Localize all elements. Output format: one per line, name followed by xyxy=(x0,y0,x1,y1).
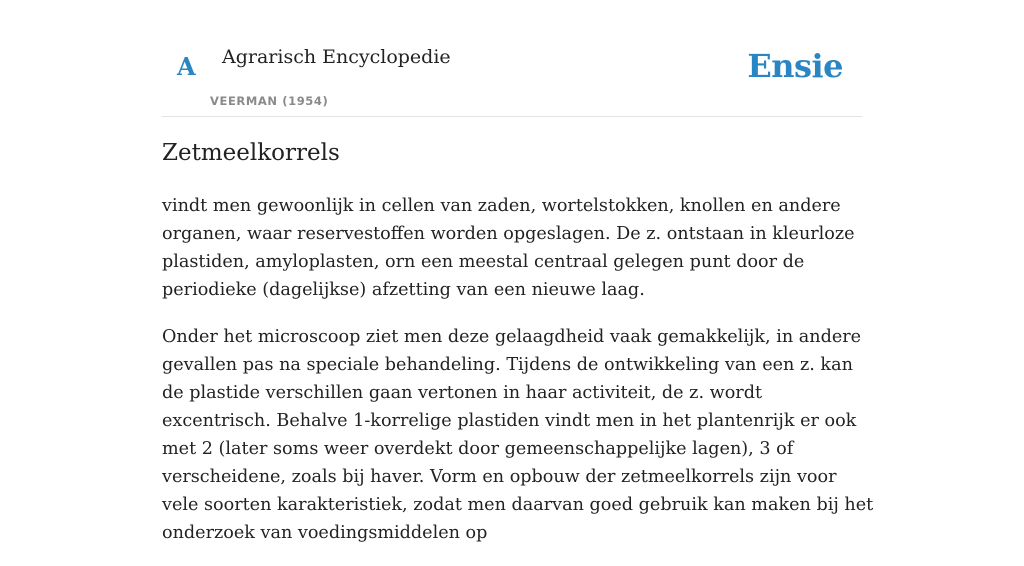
article-paragraph: vindt men gewoonlijk in cellen van zaden, wortelstokken, knollen en andere organen, waar reservestoffen worden opgeslagen. De z. ontstaan in kleurloze plastiden, amyloplasten, orn een meestal centraal gelegen punt door de periodieke (dagelijkse) afzetting van een nieuwe laag. xyxy=(162,196,855,300)
article-body xyxy=(162,192,874,566)
article-paragraph: Onder het microscoop ziet men deze gelaagdheid vaak gemakkelijk, in andere gevallen pas na speciale behandeling. Tijdens de ontwikkeling van een z. kan de plastide verschillen gaan vertonen in haar activiteit, de z. wordt excentrisch. Behalve 1-korrelige plastiden vindt men in het plantenrijk er ook met 2 (later soms weer overdekt door gemeenschappelijke lagen), 3 of verscheidene, zoals bij haver. Vorm en opbouw der zetmeelkorrels zijn voor vele soorten karakteristiek, zodat men daarvan goed gebruik kan maken bij het onderzoek van voedingsmiddelen op xyxy=(162,327,874,543)
encyclopedia-title-link[interactable]: Agrarisch Encyclopedie xyxy=(222,46,451,68)
author-label: VEERMAN (1954) xyxy=(210,94,329,108)
encyclopedia-logo[interactable]: A xyxy=(177,52,196,81)
ensie-brand-logo[interactable]: Ensie xyxy=(747,47,843,85)
header xyxy=(162,0,862,117)
article-title: Zetmeelkorrels xyxy=(162,140,340,166)
